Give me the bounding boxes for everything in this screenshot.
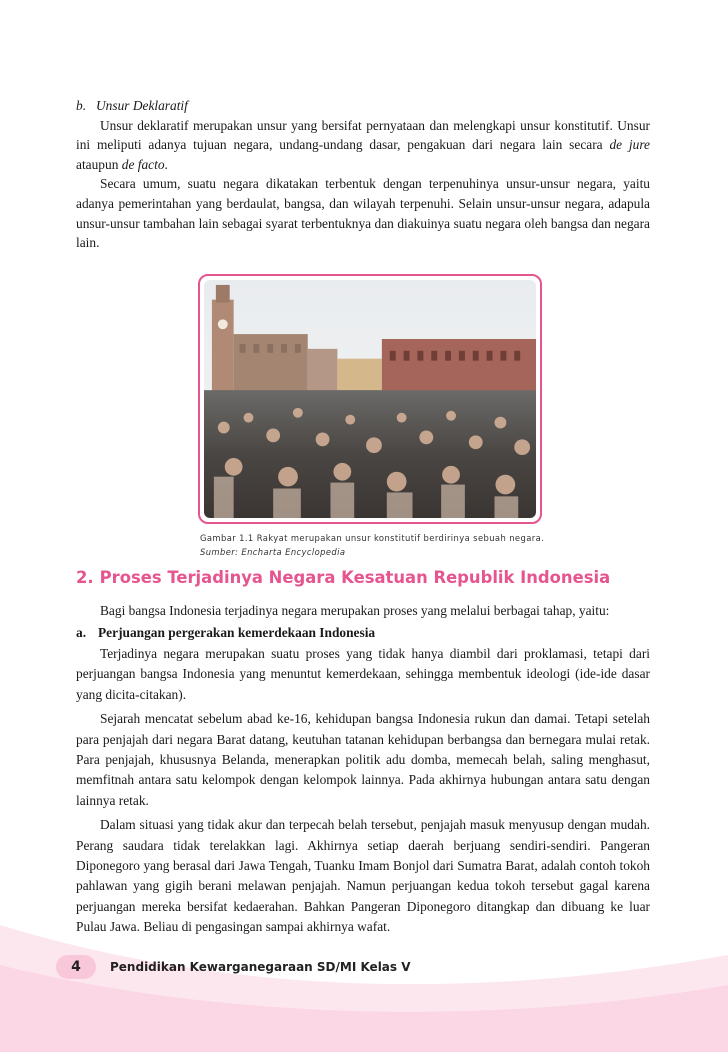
subsection-a-title: Perjuangan pergerakan kemerdekaan Indonesia: [98, 625, 376, 640]
figure-caption-block: [200, 531, 544, 559]
subsection-a-paragraph-2: Sejarah mencatat sebelum abad ke-16, kehidupan bangsa Indonesia rukun dan damai. Tetapi setelah para penjajah dari negara Barat datang, keutuhan tatanan kehidupan berbangsa dan bernegara mulai retak. Para penjajah, khususnya Belanda, menerapkan politik adu domba, memecah belah, saling menghasut, memfitnah antara satu kelompok dengan kelompok lainnya. Pada akhirnya hubungan antara satu dengan lainnya retak.: [76, 711, 650, 808]
subsection-a-paragraph-3: Dalam situasi yang tidak akur dan terpecah belah tersebut, penjajah masuk menyusup dengan mudah. Perang saudara tidak terelakkan lagi. Akhirnya setiap daerah berjuang sendiri-sendiri. Pangeran Diponegoro yang berasal dari Jawa Tengah, Tuanku Imam Bonjol dari Sumatra Barat, adalah contoh tokoh pahlawan yang gigih berani melawan penjajah. Namun perjuangan kedua tokoh tersebut gagal karena perjuangan mereka bersifat kedaerahan. Bahkan Pangeran Diponegoro ditangkap dan dibuang ke luar Pulau Jawa. Beliau di pengasingan sampai akhirnya wafat.: [76, 817, 650, 935]
section-b-paragraph-1: Unsur deklaratif merupakan unsur yang bersifat pernyataan dan melengkapi unsur konstitutif. Unsur ini meliputi adanya tujuan negara, undang-undang dasar, pengakuan dari negara lain secara de jure ataupun de facto.: [76, 117, 650, 172]
section-b-heading: b. Unsur Deklaratif: [76, 98, 188, 113]
subsection-a-paragraph-1: Terjadinya negara merupakan suatu proses yang tidak hanya diambil dari proklamasi, tetapi dari perjuangan bangsa Indonesia yang menuntut kemerdekaan, sehingga membentuk ideologi (ide-ide dasar yang dicita-citakan).: [76, 646, 650, 702]
section-b-title: Unsur Deklaratif: [96, 98, 188, 113]
crowd-photo: [204, 280, 536, 518]
section-2-body: [76, 600, 650, 938]
page-number: 4: [56, 955, 96, 979]
section-2-title: 2. Proses Terjadinya Negara Kesatuan Republik Indonesia: [76, 568, 611, 587]
figure-caption: Gambar 1.1 Rakyat merupakan unsur konstitutif berdirinya sebuah negara.: [200, 533, 545, 543]
page-footer: [56, 955, 411, 979]
crowd-photo-frame: [198, 274, 542, 524]
figure-source: Sumber: Encharta Encyclopedia: [200, 547, 346, 557]
section-b: [76, 96, 650, 253]
section-b-paragraph-2: Secara umum, suatu negara dikatakan terbentuk dengan terpenuhinya unsur-unsur negara, yaitu adanya pemerintahan yang berdaulat, bangsa, dan wilayah terpenuhi. Selain unsur-unsur negara, adapula unsur-unsur tambahan lain sebagai syarat terbentuknya dan diakuinya suatu negara oleh bangsa dan negara lain.: [76, 176, 650, 251]
subsection-a-heading: a. Perjuangan pergerakan kemerdekaan Indonesia: [76, 625, 376, 640]
book-title: Pendidikan Kewarganegaraan SD/MI Kelas V: [110, 960, 411, 974]
section-2-intro: Bagi bangsa Indonesia terjadinya negara merupakan proses yang melalui berbagai tahap, yaitu:: [100, 603, 610, 618]
